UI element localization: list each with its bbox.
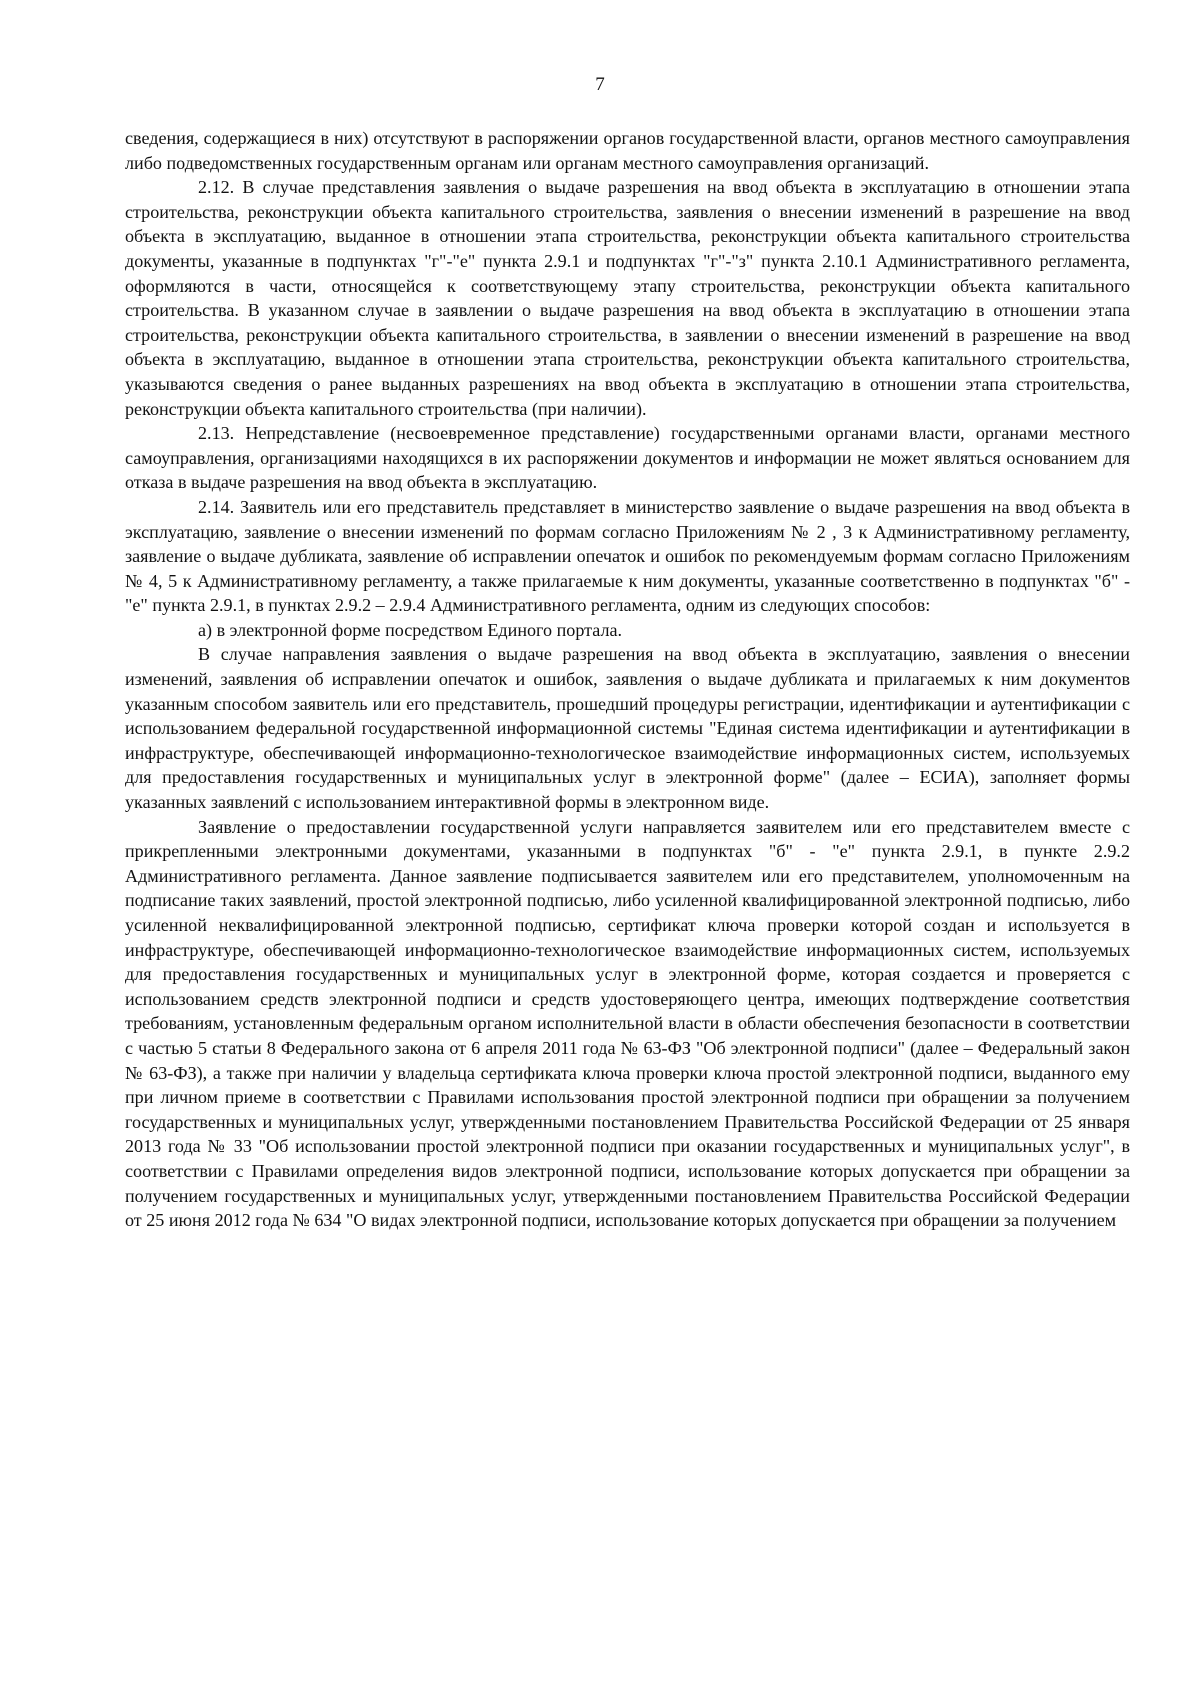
paragraph-2-13: 2.13. Непредставление (несвоевременное представление) государственными органами власти, органами местного самоуправления, организациями находящихся в их распоряжении документов и информации не может являться основанием для отказа в выдаче разрешения на ввод объекта в эксплуатацию. [125, 423, 1130, 493]
page-number: 7 [595, 74, 605, 95]
paragraph-continuation: сведения, содержащиеся в них) отсутствуют в распоряжении органов государственной власти, органов местного самоуправления либо подведомственных государственным органам или органам местного самоуправления организаций. [125, 128, 1130, 173]
paragraph-electronic-signature: Заявление о предоставлении государственной услуги направляется заявителем или его представителем вместе с прикрепленными электронными документами, указанными в подпунктах "б" - "е" пункта 2.9.1, в пункте 2.9.2 Административного регламента. Данное заявление подписывается заявителем или его представителем, уполномоченным на подписание таких заявлений, простой электронной подписью, либо усиленной квалифицированной электронной подписью, либо усиленной неквалифицированной электронной подписью, сертификат ключа проверки которой создан и используется в инфраструктуре, обеспечивающей информационно-технологическое взаимодействие информационных систем, используемых для предоставления государственных и муниципальных услуг в электронной форме, которая создается и проверяется с использованием средств электронной подписи и средств удостоверяющего центра, имеющих подтверждение соответствия требованиям, установленным федеральным органом исполнительной власти в области обеспечения безопасности в соответствии с частью 5 статьи 8 Федерального закона от 6 апреля 2011 года № 63-ФЗ "Об электронной подписи" (далее – Федеральный закон № 63-ФЗ), а также при наличии у владельца сертификата ключа проверки ключа простой электронной подписи, выданного ему при личном приеме в соответствии с Правилами использования простой электронной подписи при обращении за получением государственных и муниципальных услуг, утвержденными постановлением Правительства Российской Федерации от 25 января 2013 года № 33 "Об использовании простой электронной подписи при оказании государственных и муниципальных услуг", в соответствии с Правилами определения видов электронной подписи, использование которых допускается при обращении за получением государственных и муниципальных услуг, утвержденными постановлением Правительства Российской Федерации от 25 июня 2012 года № 634 "О видах электронной подписи, использование которых допускается при обращении за получением [125, 816, 1130, 1231]
paragraph-2-14: 2.14. Заявитель или его представитель представляет в министерство заявление о выдаче разрешения на ввод объекта в эксплуатацию, заявление о внесении изменений по формам согласно Приложениям № 2 , 3 к Административному регламенту, заявление о выдаче дубликата, заявление об исправлении опечаток и ошибок по рекомендуемым формам согласно Приложениям № 4, 5 к Административному регламенту, а также прилагаемые к ним документы, указанные соответственно в подпунктах "б" - "е" пункта 2.9.1, в пунктах 2.9.2 – 2.9.4 Административного регламента, одним из следующих способов: [125, 496, 1130, 616]
document-body [125, 126, 1130, 1233]
paragraph-esia: В случае направления заявления о выдаче разрешения на ввод объекта в эксплуатацию, заявления о внесении изменений, заявления об исправлении опечаток и ошибок, заявления о выдаче дубликата и прилагаемых к ним документов указанным способом заявитель или его представитель, прошедший процедуры регистрации, идентификации и аутентификации с использованием федеральной государственной информационной системы "Единая система идентификации и аутентификации в инфраструктуре, обеспечивающей информационно-технологическое взаимодействие информационных систем, используемых для предоставления государственных и муниципальных услуг в электронной форме" (далее – ЕСИА), заполняет формы указанных заявлений с использованием интерактивной формы в электронном виде. [125, 644, 1130, 813]
list-item-a: а) в электронной форме посредством Единого портала. [198, 619, 623, 640]
paragraph-2-12: 2.12. В случае представления заявления о выдаче разрешения на ввод объекта в эксплуатацию в отношении этапа строительства, реконструкции объекта капитального строительства, заявления о внесении изменений в разрешение на ввод объекта в эксплуатацию, выданное в отношении этапа строительства, реконструкции объекта капитального строительства документы, указанные в подпунктах "г"-"е" пункта 2.9.1 и подпунктах "г"-"з" пункта 2.10.1 Административного регламента, оформляются в части, относящейся к соответствующему этапу строительства, реконструкции объекта капитального строительства. В указанном случае в заявлении о выдаче разрешения на ввод объекта в эксплуатацию в отношении этапа строительства, реконструкции объекта капитального строительства, в заявлении о внесении изменений в разрешение на ввод объекта в эксплуатацию, выданное в отношении этапа строительства, реконструкции объекта капитального строительства, указываются сведения о ранее выданных разрешениях на ввод объекта в эксплуатацию в отношении этапа строительства, реконструкции объекта капитального строительства (при наличии). [125, 177, 1130, 419]
